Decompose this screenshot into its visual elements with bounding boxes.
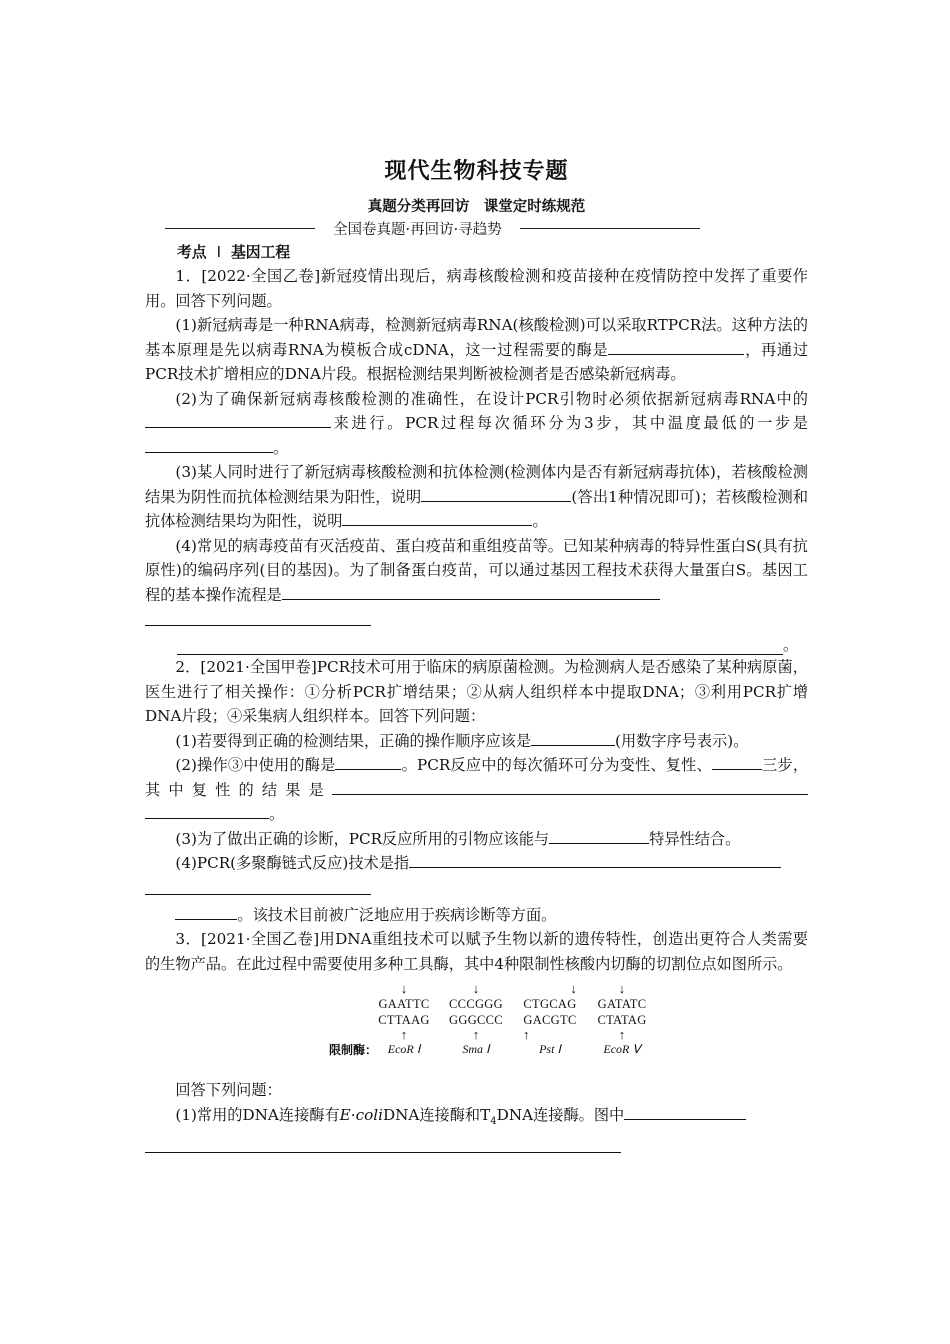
q3-part1-text-a: (1)常用的DNA连接酶有 — [175, 1105, 340, 1124]
enzyme-name: Pst Ⅰ — [539, 1042, 561, 1056]
q1-blank-2a[interactable] — [145, 411, 331, 428]
q1-answer-line-2[interactable] — [177, 636, 783, 655]
q1-part4-end: 。 — [783, 636, 799, 654]
q2-part4-text-b: 。该技术目前被广泛地应用于疾病诊断等方面。 — [237, 905, 557, 924]
enzyme-bottom-seq: GACGTC — [523, 1013, 577, 1027]
q1-part1 — [145, 313, 808, 387]
q2-part3 — [145, 827, 808, 852]
enzyme-psti — [515, 982, 585, 1057]
figure-label: 限制酶： — [329, 1043, 378, 1057]
enzyme-name: EcoR Ⅴ — [603, 1042, 641, 1056]
q1-part1-text-b: ，再通过PCR技术扩增相应的DNA片段。根据检测结果判断被检测者是否感染新冠病毒。 — [145, 340, 809, 383]
q2-blank-2b[interactable] — [712, 753, 762, 770]
q2-stem: 2．[2021·全国甲卷]PCR技术可用于临床的病原菌检测。为检测病人是否感染了某种病原菌，医生进行了相关操作：①分析PCR扩增结果；②从病人组织样本中提取DNA；③利用PCR扩增DNA片段；④采集病人组织样本。回答下列问题： — [145, 658, 808, 725]
cut-arrow-down-icon: ↓ — [570, 981, 577, 996]
q2-blank-4a[interactable] — [409, 851, 781, 868]
q3-answer-intro: 回答下列问题： — [175, 1081, 282, 1099]
q2-part1-text-b: (用数字序号表示)。 — [615, 731, 749, 750]
q1-part1-text-a: (1)新冠病毒是一种RNA病毒，检测新冠病毒RNA(核酸检测)可以采取RTPCR法。这种方法的基本原理是先以病毒RNA为模板合成cDNA，这一过程需要的酶是 — [145, 316, 808, 359]
cut-arrow-up-icon: ↑ — [618, 1027, 626, 1042]
enzyme-top-seq: GAATTC — [378, 997, 430, 1011]
q2-blank-2a[interactable] — [335, 753, 401, 770]
q2-part4-cont — [145, 903, 808, 928]
cut-arrow-up-icon: ↑ — [472, 1027, 480, 1042]
q1-blank-4a[interactable] — [282, 583, 660, 600]
q3-stem: 3．[2021·全国乙卷]用DNA重组技术可以赋予生物以新的遗传特性，创造出更符合人类需要的生物产品。在此过程中需要使用多种工具酶，其中4种限制性核酸内切酶的切割位点如图所示。 — [145, 930, 808, 973]
q1-stem: 1．[2022·全国乙卷]新冠疫情出现后，病毒核酸检测和疫苗接种在疫情防控中发挥了重要作用。回答下列问题。 — [145, 267, 808, 310]
section-name: 基因工程 — [230, 244, 291, 261]
q2-blank-2c[interactable] — [332, 778, 808, 795]
q2-part2-text-c: 三步，其中复性的结果是 — [145, 756, 808, 799]
section-label: 考点 — [177, 244, 207, 261]
q1-part2-text-c: 。 — [273, 438, 289, 457]
enzyme-top-seq: CTGCAG — [523, 997, 577, 1011]
banner-rule-right — [520, 228, 700, 229]
q1-answer-line-1[interactable] — [145, 607, 371, 626]
restriction-enzyme-figure — [331, 982, 661, 1062]
q2-part1-text-a: (1)若要得到正确的检测结果，正确的操作顺序应该是 — [175, 731, 532, 750]
q3-answer-line[interactable] — [145, 1134, 621, 1153]
enzyme-bottom-seq: CTTAAG — [378, 1013, 430, 1027]
banner — [145, 218, 808, 239]
enzyme-top-seq: CCCGGG — [449, 997, 503, 1011]
enzyme-ecori — [369, 982, 439, 1057]
q1-answer-line-2-row — [177, 634, 808, 655]
section-heading — [145, 241, 808, 262]
q1-part2-text-b: 来进行。PCR过程每次循环分为3步，其中温度最低的一步是 — [331, 414, 808, 432]
q2-part4-text-a: (4)PCR(多聚酶链式反应)技术是指 — [175, 854, 410, 872]
q1-blank-3b[interactable] — [342, 509, 532, 526]
q1-blank-1a[interactable] — [608, 338, 710, 355]
page-subtitle: 真题分类再回访 课堂定时练规范 — [367, 199, 586, 215]
q2-blank-3[interactable] — [549, 827, 649, 844]
q3-blank-1a[interactable] — [624, 1103, 746, 1120]
document-page — [145, 150, 808, 1153]
q3-ecoli: E·coli — [339, 1105, 383, 1124]
enzyme-name: Sma Ⅰ — [462, 1042, 490, 1056]
q3-t4-subscript: 4 — [490, 1115, 497, 1127]
q3-part1-text-b: DNA连接酶和T — [382, 1105, 491, 1124]
cut-arrow-up-icon: ↑ — [400, 1027, 408, 1042]
q2-part2-text-a: (2)操作③中使用的酶是 — [175, 756, 336, 774]
enzyme-smai — [441, 982, 511, 1057]
q2-part1 — [145, 729, 808, 754]
q1-part3-text-c: 。 — [532, 512, 548, 530]
section-number: Ⅰ — [216, 244, 221, 261]
enzyme-top-seq: GATATC — [597, 997, 647, 1011]
q1-part3-text-b: (答出1种情况即可)；若核酸检测和抗体检测结果均为阳性，说明 — [145, 487, 809, 530]
enzyme-bottom-seq: GGGCCC — [449, 1013, 503, 1027]
q2-blank-4b[interactable] — [175, 903, 237, 920]
enzyme-ecorv — [587, 982, 657, 1057]
q1-part3-text-a: (3)某人同时进行了新冠病毒核酸检测和抗体检测(检测体内是否有新冠病毒抗体)，若核酸检测结果为阴性而抗体检测结果为阳性，说明 — [145, 463, 808, 506]
q1-part4 — [145, 534, 808, 608]
q2-part3-text-a: (3)为了做出正确的诊断，PCR反应所用的引物应该能与 — [175, 829, 550, 848]
cut-arrow-down-icon: ↓ — [472, 981, 480, 996]
q1-blank-3a[interactable] — [421, 485, 571, 502]
q1-blank-1b[interactable] — [710, 338, 744, 355]
cut-arrow-up-icon: ↑ — [523, 1027, 530, 1042]
q1-part4-text: (4)常见的病毒疫苗有灭活疫苗、蛋白疫苗和重组疫苗等。已知某种病毒的特异性蛋白S(具有抗原性)的编码序列(目的基因)。为了制备蛋白疫苗，可以通过基因工程技术获得大量蛋白S。基因工程的基本操作流程是 — [145, 536, 808, 604]
q3-part1 — [145, 1103, 808, 1135]
q1-blank-2b[interactable] — [145, 436, 273, 453]
q2-part2 — [145, 753, 808, 827]
enzyme-name: EcoR Ⅰ — [387, 1042, 421, 1056]
q1-part2 — [145, 387, 808, 461]
q2-part4 — [145, 851, 808, 876]
cut-arrow-down-icon: ↓ — [618, 981, 626, 996]
q2-blank-1[interactable] — [531, 729, 615, 746]
page-title: 现代生物科技专题 — [384, 159, 569, 184]
q2-part3-text-b: 特异性结合。 — [649, 829, 741, 848]
cut-arrow-down-icon: ↓ — [400, 981, 408, 996]
q2-answer-line[interactable] — [145, 876, 371, 895]
q3-part1-text-c: DNA连接酶。图中 — [496, 1105, 625, 1124]
banner-rule-left — [165, 228, 315, 229]
q1-part2-text-a: (2)为了确保新冠病毒核酸检测的准确性，在设计PCR引物时必须依据新冠病毒RNA中的 — [175, 389, 808, 408]
q2-part2-text-d: 。 — [269, 805, 285, 823]
q1-part3 — [145, 460, 808, 534]
q2-blank-2d[interactable] — [145, 802, 269, 819]
enzyme-bottom-seq: CTATAG — [597, 1013, 647, 1027]
q2-part2-text-b: 。PCR反应中的每次循环可分为变性、复性、 — [401, 756, 712, 774]
banner-text: 全国卷真题·再回访·寻趋势 — [333, 222, 502, 238]
